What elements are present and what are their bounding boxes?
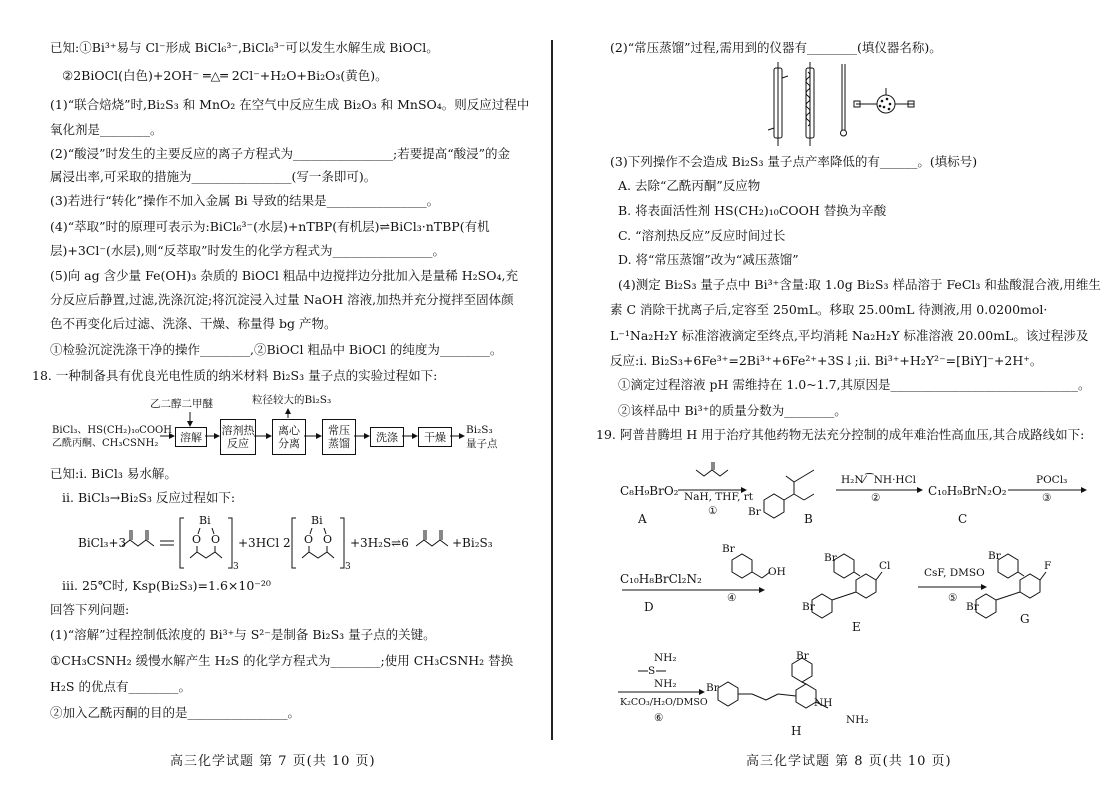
text-line: 属浸出率,可采取的措施为________________(写一条即可)。 bbox=[50, 169, 377, 184]
text-line: ①CH₃CSNH₂ 缓慢水解产生 H₂S 的化学方程式为________;使用 CH₃CSNH₂ 替换 bbox=[50, 653, 514, 668]
br-atom: Br bbox=[988, 550, 1001, 562]
o-atom: O bbox=[192, 533, 202, 546]
step5-number: ⑤ bbox=[948, 592, 958, 604]
text-line: (4)测定 Bi₂S₃ 量子点中 Bi³⁺含量:取 1.0g Bi₂S₃ 样品溶于 FeCl₃ 和盐酸混合液,用维生 bbox=[618, 277, 1101, 292]
step3-reagent: POCl₃ bbox=[1036, 474, 1068, 486]
reaction-mid: +3HCl bbox=[238, 536, 280, 550]
text-line: H₂S 的优点有________。 bbox=[50, 679, 191, 694]
flow-output-2: 量子点 bbox=[466, 438, 498, 450]
text-line: (3)下列操作不会造成 Bi₂S₃ 量子点产率降低的有______。(填标号) bbox=[610, 154, 978, 169]
compound-b-label: B bbox=[804, 512, 813, 526]
step5-reagent: CsF, DMSO bbox=[924, 567, 985, 579]
flow-step-centrifuge: 离心分离 bbox=[272, 419, 306, 455]
compound-a-formula: C₈H₉BrO₂ bbox=[620, 484, 679, 498]
reaction-left: BiCl₃+3 bbox=[78, 536, 127, 550]
flow-step-dissolve: 溶解 bbox=[175, 427, 207, 447]
text-line: (5)向 ag 含少量 Fe(OH)₃ 杂质的 BiOCl 粗品中边搅拌边分批加入是量稀 H₂SO₄,充 bbox=[50, 268, 518, 283]
nh2-group: NH₂ bbox=[654, 678, 677, 690]
step1-number: ① bbox=[708, 505, 718, 517]
step3-number: ③ bbox=[1042, 492, 1052, 504]
flow-input-1: BiCl₃、HS(CH₂)₁₀COOH bbox=[52, 425, 172, 436]
flow-step-dry: 干燥 bbox=[418, 427, 452, 447]
o-atom: O bbox=[323, 533, 333, 546]
page-footer: 高三化学试题 第 8 页(共 10 页) bbox=[746, 754, 952, 769]
step1-reagent: NaH, THF, rt bbox=[684, 491, 754, 503]
question-19-heading: 19. 阿普昔腾坦 H 用于治疗其他药物无法充分控制的成年难治性高血压,其合成路线如下: bbox=[596, 427, 1085, 442]
text-line: 反应:ⅰ. Bi₂S₃+6Fe³⁺=2Bi³⁺+6Fe²⁺+3S↓;ⅱ. Bi³⁺+H₂Y²⁻=[BiY]⁻+2H⁺。 bbox=[610, 353, 1043, 368]
compound-d-label: D bbox=[644, 600, 654, 614]
flow-step-distill: 常压蒸馏 bbox=[322, 419, 356, 455]
text-line: 回答下列问题: bbox=[50, 602, 130, 617]
step2-number: ② bbox=[871, 492, 881, 504]
o-atom: O bbox=[211, 533, 221, 546]
compound-d-formula: C₁₀H₈BrCl₂N₂ bbox=[620, 572, 702, 586]
br-atom: Br bbox=[706, 682, 719, 694]
compound-g-label: G bbox=[1020, 612, 1030, 626]
compound-a-label: A bbox=[638, 512, 647, 526]
option-a: A. 去除“乙酰丙酮”反应物 bbox=[618, 178, 761, 193]
compound-c-formula: C₁₀H₉BrN₂O₂ bbox=[928, 484, 1007, 498]
flow-byproduct: 粒径较大的Bi₂S₃ bbox=[252, 394, 332, 406]
br-atom: Br bbox=[824, 552, 837, 564]
text-line: 层)+3Cl⁻(水层),则“反萃取”时发生的化学方程式为________________。 bbox=[50, 243, 445, 258]
flow-step-solvothermal: 溶剂热反应 bbox=[220, 419, 256, 455]
left-page bbox=[0, 0, 550, 800]
reaction-end: +Bi₂S₃ bbox=[452, 536, 493, 550]
text-line: (1)“溶解”过程控制低浓度的 Bi³⁺与 S²⁻是制备 Bi₂S₃ 量子点的关键。 bbox=[50, 627, 436, 642]
reaction-right: +3H₂S⇌6 bbox=[350, 536, 409, 550]
question-18-heading: 18. 一种制备具有优良光电性质的纳米材料 Bi₂S₃ 量子点的实验过程如下: bbox=[32, 368, 438, 383]
o-atom: O bbox=[304, 533, 314, 546]
option-c: C. “溶剂热反应”反应时间过长 bbox=[618, 228, 786, 243]
nh-group: NH bbox=[814, 697, 833, 709]
compound-h-label: H bbox=[791, 724, 802, 738]
bi-atom: Bi bbox=[199, 514, 211, 527]
text-line: 色不再变化后过滤、洗涤、干燥、称量得 bg 产物。 bbox=[50, 316, 337, 331]
option-d: D. 将“常压蒸馏”改为“减压蒸馏” bbox=[618, 252, 799, 267]
oh-group: OH bbox=[768, 566, 786, 578]
sulfamide-s: S bbox=[648, 665, 656, 677]
text-line: (3)若进行“转化”操作不加入金属 Bi 导致的结果是________________。 bbox=[50, 193, 440, 208]
flow-step-wash: 洗涤 bbox=[370, 427, 404, 447]
step2-reagent: H₂N⁄⁀NH·HCl bbox=[841, 474, 916, 486]
text-line: 已知:ⅰ. BiCl₃ 易水解。 bbox=[50, 466, 177, 481]
bi-atom: Bi bbox=[311, 514, 323, 527]
text-line: 素 C 消除干扰离子后,定容至 250mL。移取 25.00mL 待测液,用 0.0200mol· bbox=[610, 302, 1048, 317]
text-line: L⁻¹Na₂H₂Y 标准溶液滴定至终点,平均消耗 Na₂H₂Y 标准溶液 20.00mL。该过程涉及 bbox=[610, 328, 1089, 343]
br-atom: Br bbox=[796, 650, 809, 662]
br-atom: Br bbox=[722, 543, 735, 555]
text-line: ②该样品中 Bi³⁺的质量分数为________。 bbox=[618, 403, 847, 418]
nh2-group: NH₂ bbox=[654, 652, 677, 664]
br-atom: Br bbox=[966, 601, 979, 613]
br-atom: Br bbox=[748, 506, 761, 518]
text-line: 氧化剂是________。 bbox=[50, 122, 163, 137]
text-line: 已知:①Bi³⁺易与 Cl⁻形成 BiCl₆³⁻,BiCl₆³⁻可以发生水解生成 BiOCl。 bbox=[50, 40, 439, 55]
subscript: 3 bbox=[233, 562, 239, 572]
page-divider bbox=[551, 40, 553, 740]
flow-output-1: Bi₂S₃ bbox=[466, 424, 493, 436]
reaction-coef: 2 bbox=[283, 536, 291, 550]
br-atom: Br bbox=[802, 601, 815, 613]
right-page bbox=[556, 0, 1111, 800]
text-line: ①检验沉淀洗涤干净的操作________,②BiOCl 粗品中 BiOCl 的纯度为________。 bbox=[50, 342, 503, 357]
text-line: (4)“萃取”时的原理可表示为:BiCl₆³⁻(水层)+nTBP(有机层)⇌BiCl₃·nTBP(有机 bbox=[50, 219, 490, 234]
nh2-group: NH₂ bbox=[846, 714, 869, 726]
option-b: B. 将表面活性剂 HS(CH₂)₁₀COOH 替换为辛酸 bbox=[618, 203, 887, 218]
text-line: ②2BiOCl(白色)+2OH⁻ ═△═ 2Cl⁻+H₂O+Bi₂O₃(黄色)。 bbox=[62, 68, 388, 83]
text-line: (2)“酸浸”时发生的主要反应的离子方程式为________________;若要提高“酸浸”的金 bbox=[50, 146, 510, 161]
text-line: (1)“联合焙烧”时,Bi₂S₃ 和 MnO₂ 在空气中反应生成 Bi₂O₃ 和 MnSO₄。则反应过程中 bbox=[50, 97, 530, 112]
text-line: ⅱ. BiCl₃→Bi₂S₃ 反应过程如下: bbox=[62, 490, 236, 505]
cl-atom: Cl bbox=[879, 560, 891, 572]
text-line: ①滴定过程溶液 pH 需维持在 1.0~1.7,其原因是______________________________。 bbox=[618, 377, 1091, 392]
flow-input-2: 乙酰丙酮、CH₃CSNH₂ bbox=[52, 438, 159, 449]
step6-number: ⑥ bbox=[654, 712, 664, 724]
text-line: ②加入乙酰丙酮的目的是________________。 bbox=[50, 705, 301, 720]
page-footer: 高三化学试题 第 7 页(共 10 页) bbox=[170, 754, 376, 769]
step6-reagent: K₂CO₃/H₂O/DMSO bbox=[620, 697, 708, 708]
compound-e-label: E bbox=[852, 620, 861, 634]
text-line: (2)“常压蒸馏”过程,需用到的仪器有________(填仪器名称)。 bbox=[610, 40, 942, 55]
text-line: 分反应后静置,过滤,洗涤沉淀;将沉淀浸入过量 NaOH 溶液,加热并充分搅拌至固体颜 bbox=[50, 292, 514, 307]
flow-reagent: 乙二醇二甲醚 bbox=[150, 398, 213, 410]
subscript: 3 bbox=[345, 562, 351, 572]
text-line: ⅲ. 25℃时, Ksp(Bi₂S₃)=1.6×10⁻²⁰ bbox=[62, 578, 271, 593]
step4-number: ④ bbox=[727, 592, 737, 604]
synthesis-structures bbox=[556, 0, 1111, 800]
compound-c-label: C bbox=[958, 512, 968, 526]
f-atom: F bbox=[1044, 560, 1052, 572]
